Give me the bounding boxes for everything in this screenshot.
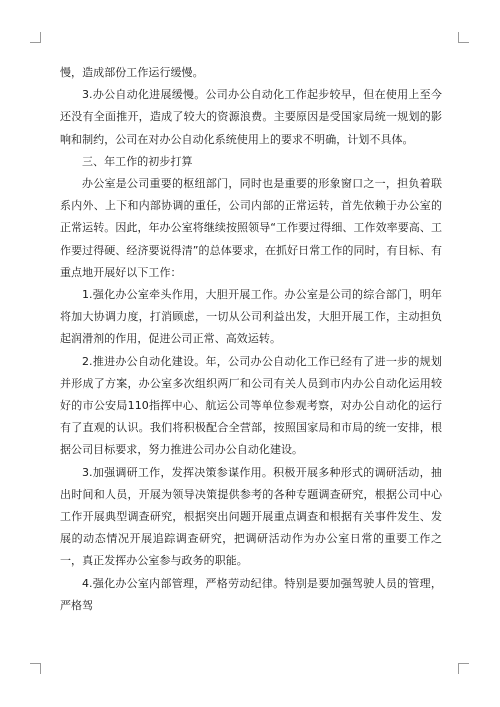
top-right-crop-mark — [458, 32, 469, 43]
section-heading-plans: 三、年工作的初步打算 — [82, 154, 193, 168]
paragraph-item-1: 1.强化办公室牵头作用，大胆开展工作。办公室是公司的综合部门，明年将加大协调力度，打消顾虑，一切从公司利益出发，大胆开展工作，主动担负起润滑剂的作用，促进公司正常、高效运转。 — [60, 288, 442, 346]
top-left-crop-mark — [30, 32, 41, 43]
bottom-left-crop-mark — [30, 663, 41, 674]
paragraph-item-3: 3.加强调研工作，发挥决策参谋作用。积极开展多种形式的调研活动，抽出时间和人员，开展为领导决策提供参考的各种专题调查研究，根据公司中心工作开展典型调查研究，根据突出问题开展重点调查和根据有关事件发生、发展的动态情况开展追踪调查研究，把调研活动作为办公室日常的重要工作之一，真正发挥办公室参与政务的职能。 — [60, 465, 442, 568]
bottom-right-crop-mark — [458, 663, 469, 674]
document-body — [60, 62, 442, 617]
paragraph-item-2: 2.推进办公自动化建设。年，公司办公自动化工作已经有了进一步的规划并形成了方案，办公室多次组织两厂和公司有关人员到市内办公自动化运用较好的市公安局110指挥中心、航运公司等单位参观考察，对办公自动化的运行有了直观的认识。我们将积极配合全营部，按照国家局和市局的统一安排，根据公司目标要求，努力推进公司办公自动化建设。 — [60, 354, 442, 457]
paragraph-item-4: 4.强化办公室内部管理，严格劳动纪律。特别是要加强驾驶人员的管理，严格驾 — [60, 576, 442, 612]
paragraph-office-role: 办公室是公司重要的枢纽部门，同时也是重要的形象窗口之一，担负着联系内外、上下和内部协调的重任，公司内部的正常运转，首先依赖于办公室的正常运转。因此，年办公室将继续按照领导“工作要过得细、工作效率要高、工作要过得硬、经济要说得清”的总体要求，在抓好日常工作的同时，有目标、有重点地开展好以下工作： — [60, 177, 442, 279]
paragraph-continuation: 慢，造成部份工作运行缓慢。 — [60, 66, 204, 79]
paragraph-office-automation-slow: 3.办公自动化进展缓慢。公司办公自动化工作起步较早，但在使用上至今还没有全面推开，造成了较大的资源浪费。主要原因是受国家局统一规划的影响和制约，公司在对办公自动化系统使用上的要求不明确，计划不具体。 — [60, 88, 442, 146]
